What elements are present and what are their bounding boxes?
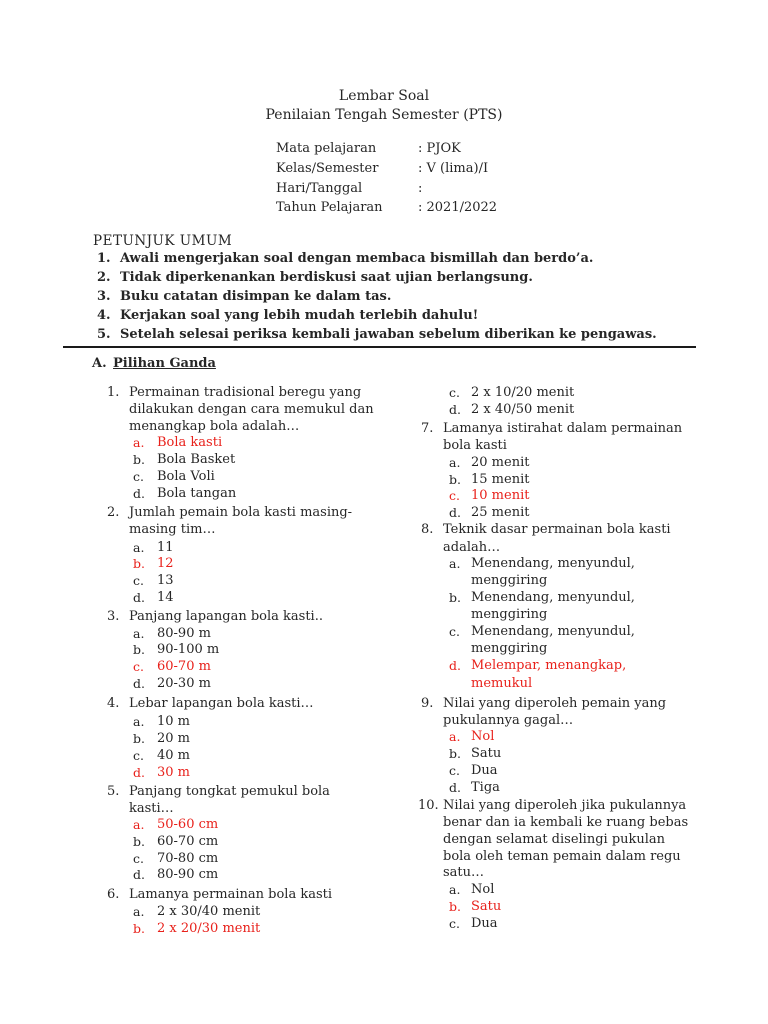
info-label: Mata pelajaran <box>276 141 377 156</box>
option-letter: d. <box>449 780 461 795</box>
question-text: Panjang lapangan bola kasti.. <box>129 609 323 624</box>
option-letter: a. <box>133 626 145 641</box>
petunjuk-heading: PETUNJUK UMUM <box>93 233 233 249</box>
option-letter: d. <box>133 486 145 501</box>
option: Dua <box>471 916 498 931</box>
option-continued: memukul <box>471 676 533 691</box>
option-letter: b. <box>449 746 461 761</box>
option: 20 menit <box>471 455 530 470</box>
option: Menendang, menyundul, <box>471 556 635 571</box>
option: 14 <box>157 590 174 605</box>
question-text: Lamanya permainan bola kasti <box>129 887 333 902</box>
option-letter: b. <box>133 556 145 571</box>
option-letter: c. <box>133 573 144 588</box>
info-value: : 2021/2022 <box>418 200 498 215</box>
question-number: 2. <box>107 505 120 520</box>
question-text: Nilai yang diperoleh pemain yang <box>443 696 667 711</box>
option-letter: b. <box>449 590 461 605</box>
option: 40 m <box>157 748 191 763</box>
question-text: adalah… <box>443 540 501 555</box>
option-letter: c. <box>449 488 460 503</box>
option-letter: a. <box>133 714 145 729</box>
option-letter: c. <box>449 763 460 778</box>
question-text: Jumlah pemain bola kasti masing- <box>129 505 353 520</box>
info-label: Kelas/Semester <box>276 161 379 176</box>
option-letter: c. <box>133 469 144 484</box>
question-number: 9. <box>421 696 434 711</box>
option: Bola Basket <box>157 452 236 467</box>
option-letter: d. <box>449 505 461 520</box>
option: 10 m <box>157 714 191 729</box>
question-number: 1. <box>107 385 120 400</box>
option: 80-90 m <box>157 626 211 641</box>
info-value: : PJOK <box>418 141 461 156</box>
question-text: bola oleh teman pemain dalam regu <box>443 849 681 864</box>
question-text: kasti… <box>129 801 174 816</box>
option-correct: 60-70 m <box>157 659 211 674</box>
option-letter: b. <box>133 921 145 936</box>
option: 13 <box>157 573 174 588</box>
section-letter: A. <box>92 356 107 371</box>
option: Satu <box>471 746 502 761</box>
question-number: 4. <box>107 696 120 711</box>
option-letter: a. <box>449 455 461 470</box>
info-value: : V (lima)/I <box>418 161 489 176</box>
question-text: Lamanya istirahat dalam permainan <box>443 421 683 436</box>
info-label: Hari/Tanggal <box>276 181 363 196</box>
option-correct: 10 menit <box>471 488 530 503</box>
option: 2 x 40/50 menit <box>471 402 575 417</box>
question-text: menangkap bola adalah… <box>129 419 300 434</box>
option-letter: c. <box>449 385 460 400</box>
option: 70-80 cm <box>157 851 219 866</box>
question-number: 3. <box>107 609 120 624</box>
option-letter: c. <box>133 659 144 674</box>
option: 25 menit <box>471 505 530 520</box>
option-letter: b. <box>449 472 461 487</box>
option-correct: Nol <box>471 729 495 744</box>
option-letter: a. <box>133 540 145 555</box>
question-number: 6. <box>107 887 120 902</box>
question-number: 10. <box>418 798 439 813</box>
option-letter: d. <box>133 867 145 882</box>
option-letter: d. <box>449 658 461 673</box>
option-correct: Bola kasti <box>157 435 223 450</box>
option-letter: c. <box>133 851 144 866</box>
option-letter: c. <box>133 748 144 763</box>
option: Bola tangan <box>157 486 237 501</box>
option-letter: d. <box>449 402 461 417</box>
question-text: masing tim… <box>129 522 216 537</box>
option: Dua <box>471 763 498 778</box>
option-letter: b. <box>449 899 461 914</box>
question-text: dilakukan dengan cara memukul dan <box>129 402 374 417</box>
question-text: pukulannya gagal… <box>443 713 574 728</box>
option-letter: c. <box>449 624 460 639</box>
question-number: 8. <box>421 522 434 537</box>
page-subtitle: Penilaian Tengah Semester (PTS) <box>265 107 503 123</box>
option-letter: a. <box>449 556 461 571</box>
option-continued: menggiring <box>471 641 548 656</box>
option-letter: b. <box>133 452 145 467</box>
option-letter: a. <box>133 904 145 919</box>
question-text: Teknik dasar permainan bola kasti <box>443 522 671 537</box>
question-text: Lebar lapangan bola kasti… <box>129 696 314 711</box>
option: 20-30 m <box>157 676 211 691</box>
option-letter: d. <box>133 676 145 691</box>
question-text: satu… <box>443 865 485 880</box>
question-text: Nilai yang diperoleh jika pukulannya <box>443 798 687 813</box>
question-text: dengan selamat diselingi pukulan <box>443 832 666 847</box>
option-correct: Satu <box>471 899 502 914</box>
option-letter: d. <box>133 590 145 605</box>
option: 20 m <box>157 731 191 746</box>
divider <box>63 346 696 348</box>
option: 2 x 30/40 menit <box>157 904 261 919</box>
option-correct: 2 x 20/30 menit <box>157 921 261 936</box>
option-letter: a. <box>449 882 461 897</box>
petunjuk-item: Buku catatan disimpan ke dalam tas. <box>120 289 392 304</box>
option: 90-100 m <box>157 642 220 657</box>
info-value: : <box>418 181 423 196</box>
petunjuk-item: Kerjakan soal yang lebih mudah terlebih dahulu! <box>120 308 479 323</box>
option: Menendang, menyundul, <box>471 624 635 639</box>
option: Tiga <box>471 780 500 795</box>
option-letter: a. <box>449 729 461 744</box>
page-title: Lembar Soal <box>338 88 430 104</box>
section-title: Pilihan Ganda <box>113 356 216 371</box>
option-continued: menggiring <box>471 573 548 588</box>
option: 80-90 cm <box>157 867 219 882</box>
option-correct: 50-60 cm <box>157 817 219 832</box>
option-letter: b. <box>133 731 145 746</box>
option-correct: 30 m <box>157 765 191 780</box>
question-number: 5. <box>107 784 120 799</box>
option-continued: menggiring <box>471 607 548 622</box>
option-letter: b. <box>133 834 145 849</box>
question-text: benar dan ia kembali ke ruang bebas <box>443 815 689 830</box>
petunjuk-num: 2. <box>97 270 111 285</box>
option: 15 menit <box>471 472 530 487</box>
option: Bola Voli <box>157 469 215 484</box>
question-number: 7. <box>421 421 434 436</box>
option-letter: d. <box>133 765 145 780</box>
option-correct: Melempar, menangkap, <box>471 658 627 673</box>
option: 60-70 cm <box>157 834 219 849</box>
petunjuk-num: 4. <box>97 308 111 323</box>
option: 11 <box>157 540 174 555</box>
option-correct: 12 <box>157 556 174 571</box>
option-letter: b. <box>133 642 145 657</box>
option: 2 x 10/20 menit <box>471 385 575 400</box>
info-label: Tahun Pelajaran <box>276 200 383 215</box>
petunjuk-num: 5. <box>97 327 111 342</box>
option-letter: c. <box>449 916 460 931</box>
option: Menendang, menyundul, <box>471 590 635 605</box>
petunjuk-item: Setelah selesai periksa kembali jawaban sebelum diberikan ke pengawas. <box>120 327 657 342</box>
option-letter: a. <box>133 817 145 832</box>
petunjuk-item: Awali mengerjakan soal dengan membaca bismillah dan berdo’a. <box>120 251 594 266</box>
petunjuk-num: 3. <box>97 289 111 304</box>
option: Nol <box>471 882 495 897</box>
question-text: Panjang tongkat pemukul bola <box>129 784 330 799</box>
question-text: Permainan tradisional beregu yang <box>129 385 362 400</box>
petunjuk-num: 1. <box>97 251 111 266</box>
petunjuk-item: Tidak diperkenankan berdiskusi saat ujian berlangsung. <box>120 270 533 285</box>
question-text: bola kasti <box>443 438 507 453</box>
option-letter: a. <box>133 435 145 450</box>
